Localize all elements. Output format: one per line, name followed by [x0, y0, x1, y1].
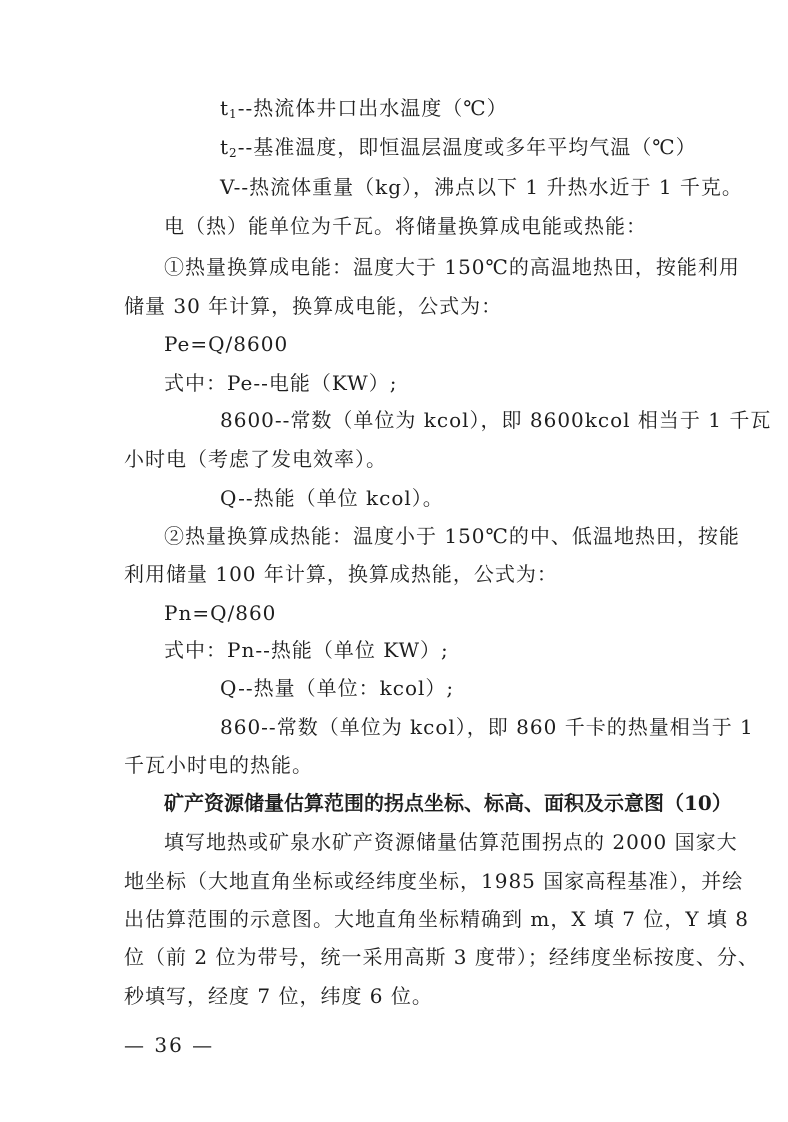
- t1-subscript: 1: [229, 107, 238, 121]
- paragraph-line4: 位（前 2 位为带号，统一采用高斯 3 度带）；经纬度坐标按度、分、: [124, 945, 759, 969]
- paragraph-line1: 填写地热或矿泉水矿产资源储量估算范围拐点的 2000 国家大: [164, 830, 738, 854]
- t1-text: --热流体井口出水温度（℃）: [237, 96, 508, 120]
- constant-8600-line1: 8600--常数（单位为 kcol），即 8600kcol 相当于 1 千瓦: [220, 408, 772, 432]
- section-heading: 矿产资源储量估算范围的拐点坐标、标高、面积及示意图（10）: [164, 791, 732, 815]
- item2-line1: ②热量换算成热能：温度小于 150℃的中、低温地热田，按能: [164, 524, 740, 548]
- constant-860-line1: 860--常数（单位为 kcol），即 860 千卡的热量相当于 1: [220, 715, 754, 739]
- where-pe: 式中：Pe--电能（KW）;: [164, 371, 398, 395]
- t1-definition: [220, 95, 508, 127]
- t1-variable: t: [220, 96, 230, 120]
- t2-text: --基准温度，即恒温层温度或多年平均气温（℃）: [237, 135, 697, 159]
- unit-statement: 电（热）能单位为千瓦。将储量换算成电能或热能：: [164, 214, 647, 238]
- item1-line2: 储量 30 年计算，换算成电能，公式为：: [124, 294, 503, 318]
- v-definition: V--热流体重量（kg），沸点以下 1 升热水近于 1 千克。: [220, 175, 743, 199]
- formula-pe: Pe=Q/8600: [164, 332, 289, 356]
- t2-variable: t: [220, 135, 230, 159]
- paragraph-line3: 出估算范围的示意图。大地直角坐标精确到 m，X 填 7 位，Y 填 8: [124, 907, 749, 931]
- q-heat-quantity: Q--热量（单位：kcol）;: [220, 676, 455, 700]
- page-number: — 36 —: [124, 1033, 215, 1057]
- where-pn: 式中：Pn--热能（单位 KW）;: [164, 638, 449, 662]
- t2-subscript: 2: [229, 146, 238, 160]
- t2-definition: [220, 134, 697, 166]
- item1-line1: ①热量换算成电能：温度大于 150℃的高温地热田，按能利用: [164, 255, 740, 279]
- formula-pn: Pn=Q/860: [164, 601, 277, 625]
- paragraph-line5: 秒填写，经度 7 位，纬度 6 位。: [124, 984, 433, 1008]
- paragraph-line2: 地坐标（大地直角坐标或经纬度坐标，1985 国家高程基准），并绘: [124, 869, 744, 893]
- constant-8600-line2: 小时电（考虑了发电效率）。: [124, 447, 387, 471]
- item2-line2: 利用储量 100 年计算，换算成热能，公式为：: [124, 562, 558, 586]
- q-heat-energy: Q--热能（单位 kcol）。: [220, 486, 444, 510]
- constant-860-line2: 千瓦小时电的热能。: [124, 753, 313, 777]
